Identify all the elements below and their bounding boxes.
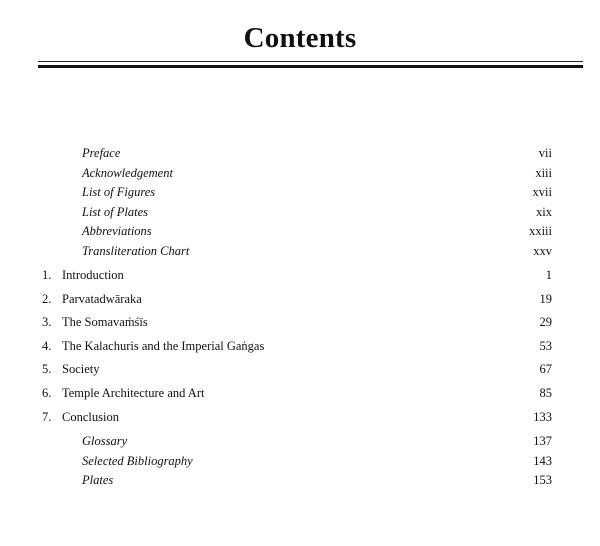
- chapter-number: 2.: [42, 292, 52, 306]
- chapter-page: 85: [539, 386, 552, 400]
- toc-entry-label: Preface: [82, 146, 121, 160]
- toc-entry-page: xix: [536, 205, 552, 219]
- chapter-number: 1.: [42, 268, 52, 282]
- chapter-page: 1: [545, 268, 552, 282]
- toc-entry-label: Transliteration Chart: [82, 244, 190, 258]
- chapter-title: Introduction: [62, 268, 124, 282]
- toc-entry-plates[interactable]: [0, 472, 600, 488]
- toc-entry-label: Selected Bibliography: [82, 454, 193, 468]
- toc-chapter-4[interactable]: [0, 338, 600, 354]
- toc-entry-label: Abbreviations: [82, 224, 152, 238]
- toc-entry-page: xiii: [535, 166, 552, 180]
- chapter-page: 19: [539, 292, 552, 306]
- toc-entry-label: Plates: [82, 473, 114, 487]
- chapter-page: 133: [533, 410, 552, 424]
- chapter-title: Conclusion: [62, 410, 119, 424]
- page-title: Contents: [243, 22, 357, 54]
- chapter-number: 4.: [42, 339, 52, 353]
- chapter-title: Temple Architecture and Art: [62, 386, 205, 400]
- chapter-page: 29: [539, 315, 552, 329]
- toc-entry-preface[interactable]: [0, 145, 600, 161]
- toc-entry-label: Glossary: [82, 434, 128, 448]
- toc-entry-abbreviations[interactable]: [0, 223, 600, 239]
- toc-entry-page: xvii: [532, 185, 552, 199]
- toc-entry-page: xxv: [533, 244, 552, 258]
- toc-chapter-3[interactable]: [0, 314, 600, 330]
- toc-chapter-7[interactable]: [0, 409, 600, 425]
- toc-chapter-2[interactable]: [0, 291, 600, 307]
- toc-entry-page: 153: [533, 473, 552, 487]
- toc-entry-list-of-plates[interactable]: [0, 204, 600, 220]
- chapter-title: The Kalachuris and the Imperial Gaṅgas: [62, 339, 265, 353]
- toc-chapter-6[interactable]: [0, 385, 600, 401]
- toc-entry-selected-bibliography[interactable]: [0, 453, 600, 469]
- title-rule-thin: [38, 61, 583, 62]
- toc-entry-page: xxiii: [529, 224, 552, 238]
- chapter-number: 5.: [42, 362, 52, 376]
- title-rule-thick: [38, 65, 583, 68]
- toc-chapter-1[interactable]: [0, 267, 600, 283]
- chapter-title: Society: [62, 362, 100, 376]
- toc-chapter-5[interactable]: [0, 361, 600, 377]
- chapter-page: 67: [539, 362, 552, 376]
- chapter-title: The Somavaṁśīs: [62, 315, 148, 329]
- toc-entry-list-of-figures[interactable]: [0, 184, 600, 200]
- chapter-number: 7.: [42, 410, 52, 424]
- toc-entry-label: Acknowledgement: [82, 166, 173, 180]
- toc-entry-glossary[interactable]: [0, 433, 600, 449]
- chapter-number: 3.: [42, 315, 52, 329]
- toc-entry-transliteration-chart[interactable]: [0, 243, 600, 259]
- toc-entry-acknowledgement[interactable]: [0, 165, 600, 181]
- toc-entry-page: 137: [533, 434, 552, 448]
- toc-entry-label: List of Plates: [82, 205, 148, 219]
- toc-entry-label: List of Figures: [82, 185, 156, 199]
- chapter-number: 6.: [42, 386, 52, 400]
- toc-entry-page: 143: [533, 454, 552, 468]
- toc-entry-page: vii: [538, 146, 552, 160]
- chapter-page: 53: [539, 339, 552, 353]
- chapter-title: Parvatadwāraka: [62, 292, 142, 306]
